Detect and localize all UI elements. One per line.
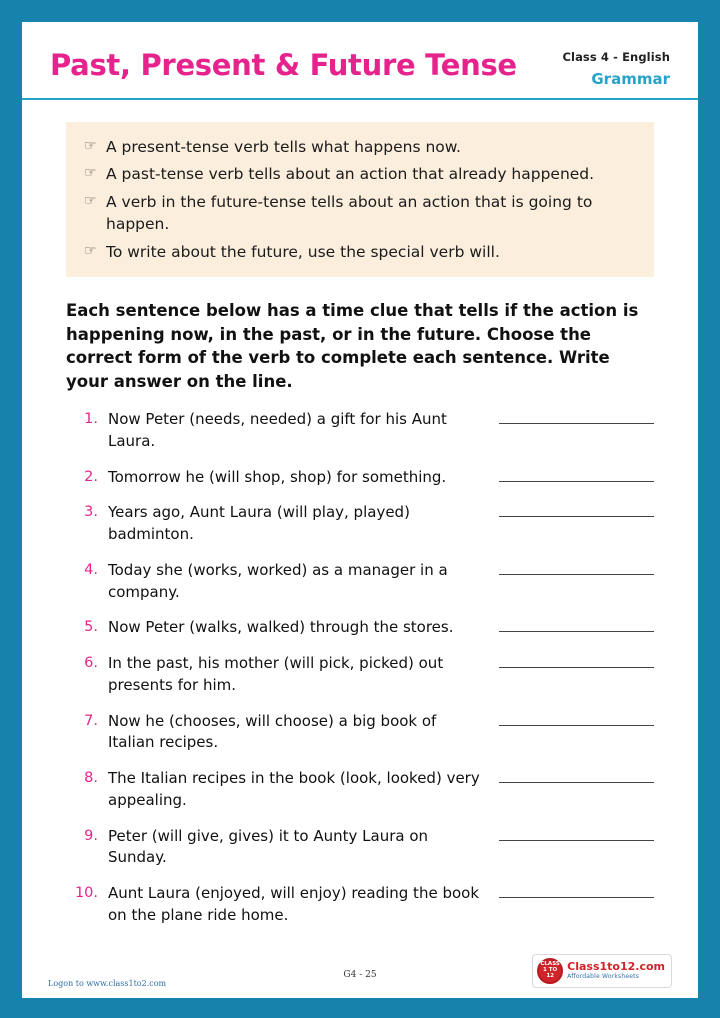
note-text: A past-tense verb tells about an action that already happened. <box>106 165 595 184</box>
answer-line[interactable] <box>499 667 654 668</box>
question-number: 9. <box>84 827 98 844</box>
brand-name: Class1to12.com <box>567 960 665 974</box>
worksheet-footer <box>22 954 698 988</box>
answer-line[interactable] <box>499 423 654 424</box>
question-row <box>74 883 654 927</box>
worksheet-sheet <box>22 22 698 998</box>
answer-line[interactable] <box>499 840 654 841</box>
answer-line[interactable] <box>499 516 654 517</box>
brand-logo[interactable] <box>532 954 672 988</box>
question-number: 6. <box>84 655 98 672</box>
note-item <box>80 163 638 185</box>
question-row <box>74 711 654 755</box>
question-text: In the past, his mother (will pick, picked) out presents for him. <box>108 654 444 694</box>
brand-logo-text <box>567 961 665 981</box>
answer-line[interactable] <box>499 574 654 575</box>
note-item <box>80 136 638 158</box>
question-row <box>74 560 654 604</box>
note-text: A present-tense verb tells what happens now. <box>106 138 461 156</box>
brand-tagline: Affordable Worksheets <box>567 972 640 980</box>
answer-line[interactable] <box>499 725 654 726</box>
question-row <box>74 826 654 870</box>
question-number: 7. <box>84 712 98 729</box>
pointing-hand-icon: ☞ <box>84 165 97 182</box>
question-row <box>74 502 654 546</box>
question-row <box>74 653 654 697</box>
notes-box <box>66 122 654 277</box>
questions-list <box>74 409 654 927</box>
footer-website[interactable]: Logon to www.class1to2.com <box>48 979 167 988</box>
question-number: 1. <box>84 411 98 428</box>
question-row <box>74 467 654 489</box>
question-text: Now Peter (walks, walked) through the stores. <box>108 618 454 637</box>
answer-line[interactable] <box>499 481 654 482</box>
question-text: Now Peter (needs, needed) a gift for his Aunt Laura. <box>108 410 447 450</box>
question-text: Aunt Laura (enjoyed, will enjoy) reading the book on the plane ride home. <box>108 884 480 924</box>
pointing-hand-icon: ☞ <box>84 192 97 209</box>
header-meta <box>562 44 670 88</box>
seal-icon: CLASS 1 TO 12 <box>537 958 563 984</box>
question-number: 3. <box>84 504 98 521</box>
question-number: 10. <box>74 885 98 902</box>
question-text: Years ago, Aunt Laura (will play, played) badminton. <box>108 503 410 544</box>
question-text: Tomorrow he (will shop, shop) for something. <box>108 467 447 486</box>
question-text: Peter (will give, gives) it to Aunty Laura on Sunday. <box>108 826 429 867</box>
question-text: Now he (chooses, will choose) a big book of Italian recipes. <box>108 711 437 752</box>
answer-line[interactable] <box>499 631 654 632</box>
question-text: The Italian recipes in the book (look, looked) very appealing. <box>108 769 480 809</box>
note-item <box>80 191 638 236</box>
question-number: 4. <box>84 561 98 578</box>
pointing-hand-icon: ☞ <box>84 242 97 259</box>
question-number: 5. <box>84 619 98 636</box>
question-text: Today she (works, worked) as a manager in a company. <box>108 560 448 601</box>
subject-label: Grammar <box>591 70 670 88</box>
question-number: 8. <box>84 770 98 787</box>
question-row <box>74 617 654 639</box>
answer-line[interactable] <box>499 782 654 783</box>
pointing-hand-icon: ☞ <box>84 138 97 154</box>
note-item <box>80 241 638 263</box>
answer-line[interactable] <box>499 897 654 898</box>
question-row <box>74 409 654 453</box>
question-number: 2. <box>84 468 98 485</box>
note-text: A verb in the future-tense tells about an action that is going to happen. <box>106 192 593 234</box>
page-title: Past, Present & Future Tense <box>50 48 517 82</box>
question-row <box>74 768 654 812</box>
instructions-text: Each sentence below has a time clue that tells if the action is happening now, in the past, or in the future. Choose the correct form of the verb to complete each sentence. Write your answer on the line. <box>66 301 639 391</box>
worksheet-header <box>22 22 698 100</box>
class-label: Class 4 - English <box>562 50 670 64</box>
note-text: To write about the future, use the special verb will. <box>106 242 500 261</box>
footer-page-code: G4 - 25 <box>343 970 377 980</box>
